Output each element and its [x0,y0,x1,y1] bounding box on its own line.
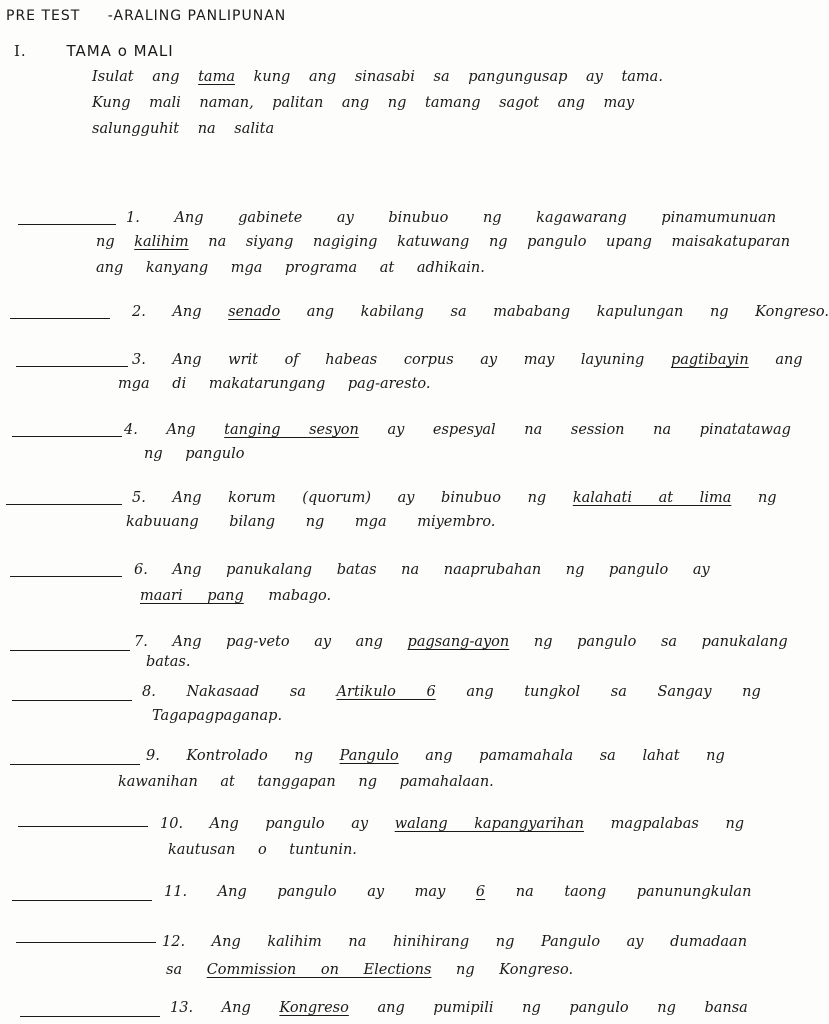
item-text: Ang korum (quorum) ay binubuo ng [172,490,547,506]
item-line: kautusan o tuntunin. [168,842,357,858]
answer-blank[interactable] [16,942,156,943]
item-number: 7. [134,634,148,650]
answer-blank[interactable] [10,576,122,577]
section-title: TAMA o MALI [66,42,174,60]
item-line: ang kanyang mga programa at adhikain. [96,260,485,276]
instructions-line-3: salungguhit na salita [92,121,275,137]
item-text: Ang pag-veto ay ang [172,634,383,650]
item-text: Ang panukalang batas na naaprubahan ng pangulo ay [172,562,710,578]
item-number: 2. [132,304,146,320]
item-underlined-text: Commission on Elections [206,962,432,978]
item-line [132,302,829,322]
answer-blank[interactable] [12,900,152,901]
item-underlined-text: maari pang [140,588,244,604]
item-underlined-text: Pangulo [339,748,399,764]
answer-blank[interactable] [10,650,130,651]
item-text: sa [166,962,183,978]
item-underlined-text: pagsang-ayon [407,634,510,650]
item-line: Tagapagpaganap. [152,708,283,724]
answer-blank[interactable] [10,318,110,319]
item-number: 9. [146,748,160,764]
item-number: 3. [132,352,146,368]
answer-blank[interactable] [6,504,122,505]
item-number: 13. [170,1000,194,1016]
item-text: ang pumipili ng pangulo ng bansa [377,1000,748,1016]
item-number: 12. [162,934,186,950]
item-line: mga di makatarungang pag-aresto. [118,376,431,392]
item-text: Ang [221,1000,251,1016]
item-line [146,746,725,766]
item-line [134,560,710,580]
item-text: Ang kalihim na hinihirang ng Pangulo ay dumadaan [211,934,748,950]
item-text: mabago. [268,588,332,604]
item-text: na siyang nagiging katuwang ng pangulo upang maisakatuparan [208,234,791,250]
item-underlined-text: pagtibayin [670,352,749,368]
item-number: 1. [126,210,140,226]
item-text: Nakasaad sa [186,684,306,700]
item-text: na taong panunungkulan [515,884,752,900]
answer-blank[interactable] [12,436,122,437]
item-underlined-text: walang kapangyarihan [394,816,584,832]
item-text: Ang pangulo ay [209,816,369,832]
item-text: ng [757,490,777,506]
item-line: ng pangulo [144,446,245,462]
instructions-line-1 [92,64,732,90]
item-line [96,232,790,252]
item-number: 6. [134,562,148,578]
item-text: ay espesyal na session na pinatatawag [387,422,791,438]
item-text: Kontrolado ng [186,748,313,764]
item-number: 4. [124,422,138,438]
item-text: Ang writ of habeas corpus ay may layuning [172,352,645,368]
instructions-line-2: Kung mali naman, palitan ang ng tamang sagot ang may [92,95,635,111]
instructions [92,64,732,142]
answer-blank[interactable] [18,224,116,225]
item-underlined-text: senado [228,304,281,320]
item-line: kawanihan at tanggapan ng pamahalaan. [118,774,494,790]
item-line [132,488,777,508]
section-heading [14,42,174,60]
answer-blank[interactable] [12,700,132,701]
item-line: batas. [146,654,191,670]
item-text: ang tungkol sa Sangay ng [466,684,761,700]
item-line: kabuuang bilang ng mga miyembro. [126,514,496,530]
item-underlined-text: kalahati at lima [572,490,732,506]
item-line [166,960,573,980]
item-line [124,420,791,440]
item-text: Ang [166,422,196,438]
item-line [164,882,751,902]
item-line [142,682,761,702]
item-underlined-text: Artikulo 6 [336,684,436,700]
item-number: 10. [160,816,184,832]
item-text: ang kabilang sa mababang kapulungan ng Kongreso. [306,304,829,320]
item-number: 11. [164,884,188,900]
item-underlined-text: Kongreso [279,1000,349,1016]
item-underlined-text: tanging sesyon [224,422,359,438]
item-text: ng [96,234,115,250]
instructions-text: Isulat ang [92,69,180,85]
item-line [160,814,744,834]
item-underlined-text: kalihim [134,234,189,250]
item-line [170,998,748,1018]
item-text: magpalabas ng [610,816,745,832]
item-text: ang pamamahala sa lahat ng [425,748,725,764]
item-text: ng pangulo sa panukalang [533,634,788,650]
item-text: Ang [172,304,202,320]
instructions-text: kung ang sinasabi sa pangungusap ay tama. [253,69,663,85]
subject-title: -ARALING PANLIPUNAN [107,8,287,24]
item-text: ang [775,352,803,368]
item-line [132,350,803,370]
item-line [126,208,776,228]
section-number: I. [14,42,27,60]
item-number: 8. [142,684,156,700]
item-line [140,586,331,606]
answer-blank[interactable] [10,764,140,765]
instructions-underlined-word: tama [198,69,235,85]
worksheet-header [6,8,286,24]
item-text: Ang pangulo ay may [217,884,446,900]
item-line [134,632,788,652]
item-underlined-text: 6 [475,884,486,900]
item-number: 5. [132,490,146,506]
answer-blank[interactable] [20,1016,160,1017]
pretest-label: PRE TEST [6,8,81,24]
item-line [162,932,747,952]
item-text: ng Kongreso. [456,962,574,978]
answer-blank[interactable] [18,826,148,827]
answer-blank[interactable] [16,366,128,367]
item-text: Ang gabinete ay binubuo ng kagawarang pinamumunuan [174,210,777,226]
